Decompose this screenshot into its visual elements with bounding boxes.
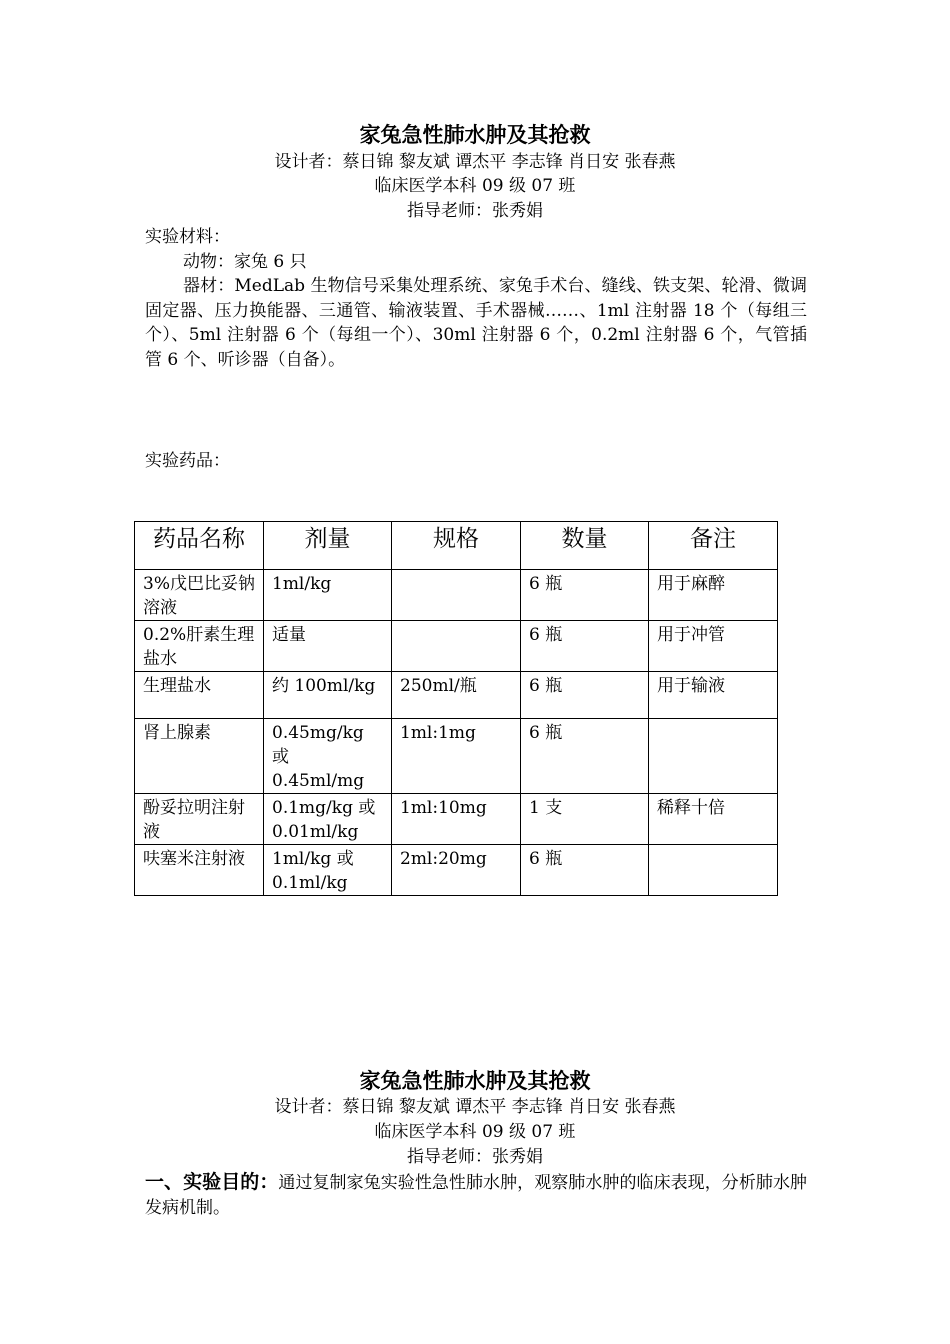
header-drug-name: 药品名称 bbox=[135, 522, 264, 570]
cell-spec: 1ml:1mg bbox=[392, 719, 521, 794]
cell-notes: 用于输液 bbox=[649, 672, 778, 719]
cell-drug-name: 酚妥拉明注射液 bbox=[135, 794, 264, 845]
cell-notes bbox=[649, 845, 778, 896]
table-row bbox=[135, 672, 778, 719]
cell-quantity: 6 瓶 bbox=[521, 570, 649, 621]
cell-notes bbox=[649, 719, 778, 794]
cell-spec: 2ml:20mg bbox=[392, 845, 521, 896]
purpose-heading: 一、实验目的： bbox=[145, 1171, 279, 1193]
table-header-row bbox=[135, 522, 778, 570]
cell-quantity: 6 瓶 bbox=[521, 672, 649, 719]
cell-spec: 1ml:10mg bbox=[392, 794, 521, 845]
drugs-label: 实验药品： bbox=[145, 451, 230, 471]
table-row bbox=[135, 794, 778, 845]
cell-quantity: 6 瓶 bbox=[521, 845, 649, 896]
designers-line: 设计者：蔡日锦 黎友斌 谭杰平 李志锋 肖日安 张春燕 bbox=[274, 152, 676, 172]
doc-title: 家兔急性肺水肿及其抢救 bbox=[359, 122, 591, 147]
cell-drug-name: 呋塞米注射液 bbox=[135, 845, 264, 896]
cell-quantity: 1 支 bbox=[521, 794, 649, 845]
cell-quantity: 6 瓶 bbox=[521, 719, 649, 794]
table-row bbox=[135, 570, 778, 621]
teacher-line-repeat: 指导老师：张秀娟 bbox=[407, 1147, 543, 1167]
cell-dose: 0.1mg/kg 或 0.01ml/kg bbox=[264, 794, 392, 845]
teacher-line: 指导老师：张秀娟 bbox=[407, 201, 543, 221]
header-dose: 剂量 bbox=[264, 522, 392, 570]
purpose-text: 通过复制家兔实验性急性肺水肿，观察肺水肿的临床表现，分析肺水肿发病机制。 bbox=[145, 1173, 807, 1218]
animals-line: 动物：家兔 6 只 bbox=[183, 252, 307, 272]
cell-drug-name: 生理盐水 bbox=[135, 672, 264, 719]
cell-quantity: 6 瓶 bbox=[521, 621, 649, 672]
cell-drug-name: 肾上腺素 bbox=[135, 719, 264, 794]
cell-spec bbox=[392, 621, 521, 672]
cell-dose: 0.45mg/kg 或 0.45ml/mg bbox=[264, 719, 392, 794]
cell-drug-name: 0.2%肝素生理盐水 bbox=[135, 621, 264, 672]
cell-spec bbox=[392, 570, 521, 621]
cell-notes: 稀释十倍 bbox=[649, 794, 778, 845]
table-row bbox=[135, 719, 778, 794]
table-row bbox=[135, 621, 778, 672]
class-line: 临床医学本科 09 级 07 班 bbox=[374, 176, 576, 196]
cell-notes: 用于麻醉 bbox=[649, 570, 778, 621]
cell-notes: 用于冲管 bbox=[649, 621, 778, 672]
cell-dose: 适量 bbox=[264, 621, 392, 672]
cell-dose: 1ml/kg 或 0.1ml/kg bbox=[264, 845, 392, 896]
drugs-table bbox=[134, 521, 778, 896]
header-quantity: 数量 bbox=[521, 522, 649, 570]
cell-spec: 250ml/瓶 bbox=[392, 672, 521, 719]
header-spec: 规格 bbox=[392, 522, 521, 570]
materials-label: 实验材料： bbox=[145, 227, 230, 247]
class-line-repeat: 临床医学本科 09 级 07 班 bbox=[374, 1122, 576, 1142]
header-notes: 备注 bbox=[649, 522, 778, 570]
purpose-paragraph bbox=[145, 1170, 807, 1220]
cell-dose: 1ml/kg bbox=[264, 570, 392, 621]
cell-dose: 约 100ml/kg bbox=[264, 672, 392, 719]
designers-line-repeat: 设计者：蔡日锦 黎友斌 谭杰平 李志锋 肖日安 张春燕 bbox=[274, 1097, 676, 1117]
cell-drug-name: 3%戊巴比妥钠溶液 bbox=[135, 570, 264, 621]
doc-title-repeat: 家兔急性肺水肿及其抢救 bbox=[359, 1068, 591, 1093]
equipment-paragraph: 器材：MedLab 生物信号采集处理系统、家兔手术台、缝线、铁支架、轮滑、微调固定器、压力换能器、三通管、输液装置、手术器械……、1ml 注射器 18 个（每组三个）、5ml 注射器 6 个（每组一个）、30ml 注射器 6 个，0.2ml 注射器 6 个，气管插管 6 个、听诊器（自备）。 bbox=[145, 276, 807, 370]
table-row bbox=[135, 845, 778, 896]
